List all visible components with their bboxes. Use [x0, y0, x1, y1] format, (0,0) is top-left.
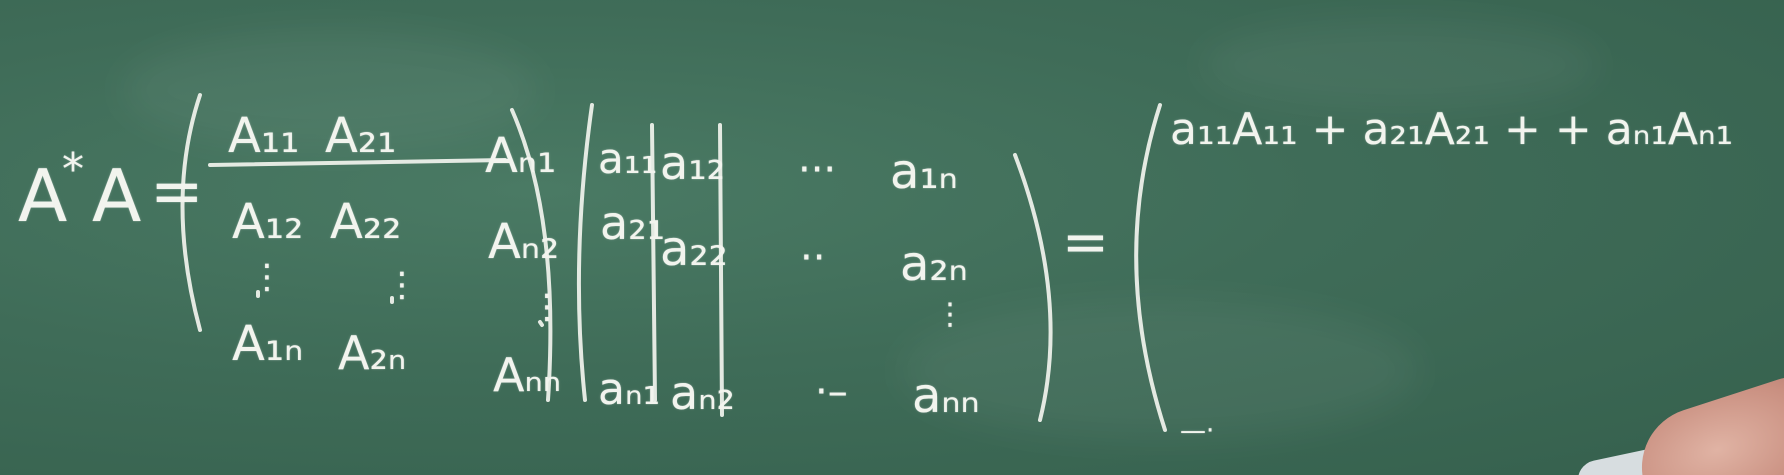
a-entry: a₂₁ — [600, 196, 666, 250]
a-entry: a₂ₙ — [900, 236, 968, 292]
a-entry: aₙ₁ — [598, 364, 661, 415]
result-bottom-mark: —· — [1180, 416, 1215, 446]
a-entry: a₁₁ — [598, 134, 658, 183]
lhs-equals: = — [150, 155, 204, 229]
result-first-entry: a₁₁A₁₁ + a₂₁A₂₁ + + aₙ₁Aₙ₁ — [1170, 104, 1734, 155]
adj-entry: Aₙₙ — [493, 348, 562, 402]
adj-vdots: ⋮ — [385, 265, 419, 305]
adj-entry: Aₙ₁ — [485, 128, 557, 184]
a-right-bracket — [1015, 155, 1051, 420]
a-dots: ·– — [815, 369, 848, 415]
a-entry: aₙₙ — [912, 368, 980, 424]
a-entry: a₁₂ — [660, 136, 726, 190]
a-vdots: ⋮ — [935, 297, 965, 332]
a-entry: a₁ₙ — [890, 144, 958, 200]
adj-entry: A₂ₙ — [338, 326, 407, 380]
a-left-bracket — [579, 105, 592, 400]
a-entry: a₂₂ — [660, 221, 728, 277]
adj-vdots: ⋮ — [530, 287, 564, 327]
adj-entry: A₁₁ — [228, 108, 300, 164]
adj-entry: A₂₁ — [325, 108, 397, 164]
a-entry: aₙ₂ — [670, 366, 735, 420]
a-dots: ·· — [800, 235, 826, 281]
equals-sign: = — [1062, 210, 1109, 275]
adj-vdots: ⋮ — [250, 257, 284, 297]
adj-entry: Aₙ₂ — [488, 214, 560, 270]
adj-entry: A₁ₙ — [232, 316, 304, 372]
lhs-a: A — [92, 154, 142, 238]
lhs-star: * — [62, 144, 84, 195]
lhs-a-star: A — [18, 154, 68, 238]
a-dots: ··· — [798, 147, 837, 193]
adj-entry: A₁₂ — [232, 194, 304, 250]
adj-entry: A₂₂ — [330, 194, 402, 250]
result-left-bracket — [1136, 105, 1165, 430]
